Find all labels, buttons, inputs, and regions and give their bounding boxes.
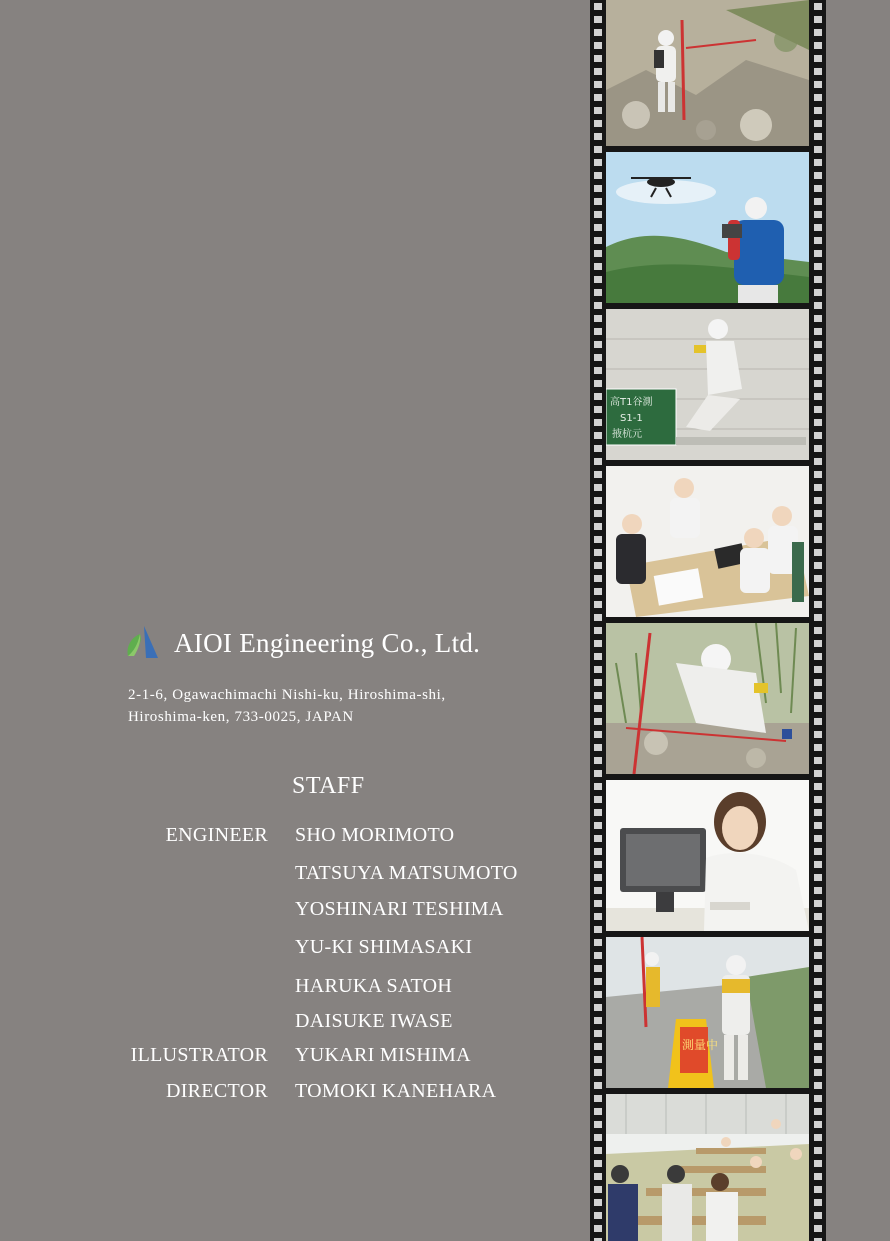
frame-training-hall	[606, 1094, 809, 1241]
engineer-name: SHO MORIMOTO	[295, 824, 455, 846]
frame-rock-survey	[606, 0, 809, 146]
company-name: AIOI Engineering Co., Ltd.	[174, 627, 481, 658]
role-illustrator: ILLUSTRATOR	[130, 1044, 268, 1066]
frame-meeting	[606, 466, 809, 617]
film-perforations-left	[594, 0, 602, 1241]
director-name: TOMOKI KANEHARA	[295, 1080, 497, 1102]
company-address	[128, 684, 446, 728]
engineer-name: YU-KI SHIMASAKI	[295, 936, 473, 958]
frame-drone-operator	[606, 152, 809, 303]
address-line-1: 2-1-6, Ogawachimachi Nishi-ku, Hiroshima-shi,	[128, 687, 446, 703]
role-engineer: ENGINEER	[165, 824, 268, 846]
aioi-logo-icon	[124, 624, 162, 662]
company-header	[124, 624, 480, 662]
frame-road-survey	[606, 937, 809, 1088]
staff-heading: STAFF	[292, 773, 365, 799]
engineer-name: DAISUKE IWASE	[295, 1010, 453, 1032]
role-director: DIRECTOR	[165, 1080, 268, 1102]
film-perforations-right	[814, 0, 822, 1241]
frame-computer-analysis	[606, 780, 809, 931]
engineer-name: YOSHINARI TESHIMA	[295, 898, 504, 920]
board-text-line: S1-1	[620, 413, 643, 424]
board-text-line: 高T1谷測	[610, 397, 653, 408]
frame-wall-inspection	[606, 309, 809, 460]
survey-sign-text: 測量中	[682, 1038, 719, 1052]
engineer-name: HARUKA SATOH	[295, 975, 453, 997]
illustrator-name: YUKARI MISHIMA	[295, 1044, 471, 1066]
engineer-name: TATSUYA MATSUMOTO	[295, 862, 518, 884]
frame-grass-survey	[606, 623, 809, 774]
address-line-2: Hiroshima-ken, 733-0025, JAPAN	[128, 709, 354, 725]
board-text-line: 掖杭元	[612, 429, 642, 440]
film-strip	[590, 0, 826, 1241]
